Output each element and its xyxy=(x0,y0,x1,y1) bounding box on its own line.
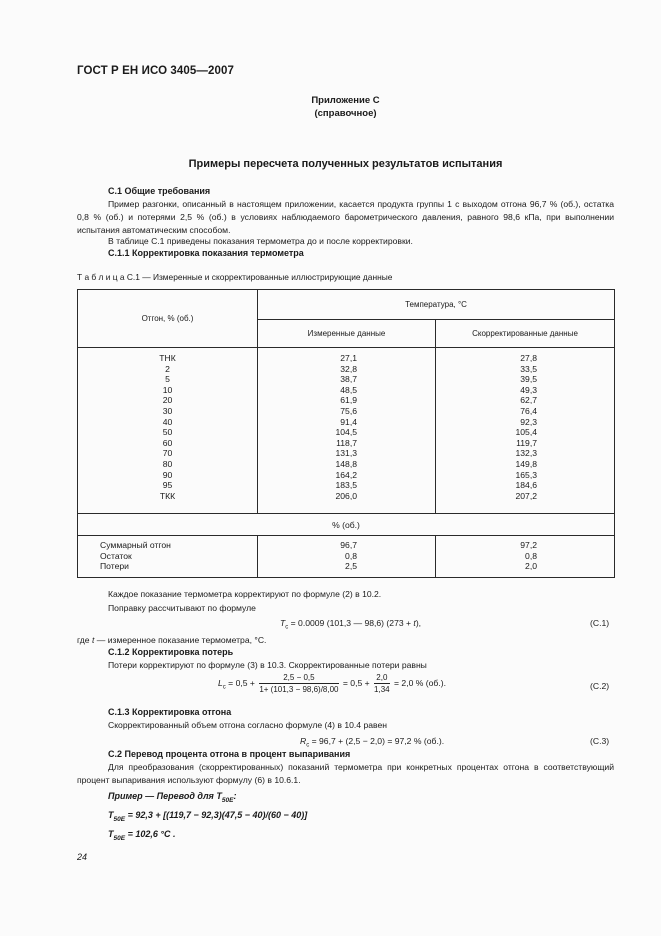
measured-cell: 148,8 xyxy=(335,458,357,469)
appendix-subtitle: (справочное) xyxy=(314,108,377,119)
eq3-lhs: R xyxy=(300,736,307,746)
equation-c3-number: (С.3) xyxy=(590,736,610,746)
distilled-cell: 5 xyxy=(165,374,170,385)
measured-cell: 38,7 xyxy=(340,374,357,385)
summary-measured-cell: 96,7 xyxy=(340,540,357,550)
equation-c1 xyxy=(280,618,421,631)
example-label xyxy=(108,791,236,804)
example-line-2 xyxy=(108,829,175,842)
eq1-tail: ), xyxy=(415,618,422,628)
measured-cell: 164,2 xyxy=(335,469,357,480)
example-line1-lhs: T xyxy=(108,810,114,820)
section-c13-heading: С.1.3 Корректировка отгона xyxy=(108,707,232,717)
eq2-lhs: L xyxy=(218,677,223,688)
section-c12-text: Потери корректируют по формуле (3) в 10.3. Скорректированные потери равны xyxy=(108,660,427,670)
section-c12-heading: С.1.2 Корректировка потерь xyxy=(108,647,234,657)
distilled-cell: 60 xyxy=(162,437,173,448)
distilled-cell: ТНК xyxy=(159,353,176,363)
distilled-cell: 30 xyxy=(162,405,173,416)
eq1-lhs: T xyxy=(280,618,286,628)
main-title: Примеры пересчета полученных результатов испытания xyxy=(188,158,503,170)
summary-corrected-cell: 0,8 xyxy=(525,550,537,561)
where-var: t xyxy=(91,635,95,645)
measured-cell: 32,8 xyxy=(340,363,357,374)
summary-labels xyxy=(100,540,257,572)
eq2-f1-den: 1+ (101,3 − 98,6)/8,00 xyxy=(259,685,339,694)
distilled-cell: ТКК xyxy=(159,490,176,501)
corrected-cell: 105,4 xyxy=(515,427,537,438)
header-distilled: Отгон, % (об.) xyxy=(78,290,258,348)
measured-cell: 61,9 xyxy=(340,395,357,406)
eq2-fraction-1 xyxy=(259,673,338,694)
eq2-f2-num: 2,0 xyxy=(374,673,390,684)
summary-labels-column xyxy=(78,536,258,578)
equation-c3 xyxy=(300,736,444,749)
distilled-cell: 10 xyxy=(162,384,173,395)
eq2-a: = 0,5 + xyxy=(225,677,258,688)
measured-cell: 131,3 xyxy=(335,448,357,459)
summary-label-cell: Суммарный отгон xyxy=(100,540,171,550)
corrected-cell: 39,5 xyxy=(520,374,537,385)
unit-row: % (об.) xyxy=(78,514,615,536)
data-table xyxy=(77,289,615,578)
header-measured: Измеренные данные xyxy=(258,320,436,348)
example-line1-rhs: = 92,3 + [(119,7 − 92,3)(47,5 − 40)/(60 − 40)] xyxy=(125,810,308,820)
section-c1-text: Пример разгонки, описанный в настоящем приложении, касается продукта группы 1 с выходом отгона 96,7 % (об.), остатка 0,8 % (об.) и потерями 2,5 % (об.) в условиях наблюдаемого барометрического давления, равного 98,6 кПа, при выполнении испытания автоматическим способом. xyxy=(77,199,614,235)
section-c2-text: Для преобразования (скорректированных) показаний термометра при конкретных процентах отгона в соответствующий процент выпаривания используют формулу (6) в 10.6.1. xyxy=(77,762,614,785)
measured-cell: 27,1 xyxy=(340,353,357,363)
corrected-column xyxy=(436,348,615,514)
eq2-sub: c xyxy=(222,684,226,691)
corrected-cell: 207,2 xyxy=(515,490,537,501)
where-pre: где xyxy=(77,635,92,645)
eq2-f1-num: 2,5 − 0,5 xyxy=(259,673,338,684)
corrected-cell: 33,5 xyxy=(520,363,537,374)
distilled-list xyxy=(78,353,257,501)
eq1-rhs: = 0.0009 (101,3 — 98,6) (273 + xyxy=(288,618,414,628)
summary-corrected-cell: 2,0 xyxy=(525,561,537,572)
corrected-cell: 165,3 xyxy=(515,469,537,480)
distilled-cell: 20 xyxy=(162,395,173,406)
section-c1-heading: С.1 Общие требования xyxy=(108,186,211,196)
distilled-cell: 50 xyxy=(162,427,173,438)
page-number: 24 xyxy=(77,852,88,862)
equation-c2 xyxy=(218,673,446,694)
corrected-cell: 49,3 xyxy=(520,384,537,395)
measured-cell: 183,5 xyxy=(335,480,357,491)
corrected-cell: 149,8 xyxy=(515,458,537,469)
eq2-f2-den: 1,34 xyxy=(374,685,390,694)
corrected-cell: 76,4 xyxy=(520,405,537,416)
formula-ref-text: Каждое показание термометра корректируют по формуле (2) в 10.2. xyxy=(108,589,382,599)
section-c1-text2: В таблице С.1 приведены показания термометра до и после корректировки. xyxy=(108,236,413,246)
corrected-cell: 132,3 xyxy=(515,448,537,459)
eq2-c: = 2,0 % (об.). xyxy=(391,677,446,688)
summary-corrected-cell: 97,2 xyxy=(520,540,537,550)
where-text xyxy=(77,634,266,647)
measured-column xyxy=(258,348,436,514)
distilled-cell: 40 xyxy=(162,416,173,427)
corrected-list xyxy=(436,353,537,501)
corrected-cell: 119,7 xyxy=(516,437,537,448)
summary-measured xyxy=(258,540,357,572)
example-label-text: Пример — Перевод для T xyxy=(108,791,222,801)
measured-cell: 206,0 xyxy=(335,490,357,501)
document-header: ГОСТ Р ЕН ИСО 3405—2007 xyxy=(77,65,234,77)
example-line2-rhs: = 102,6 °С . xyxy=(125,829,176,839)
summary-measured-column xyxy=(258,536,436,578)
eq3-rhs: = 96,7 + (2,5 − 2,0) = 97,2 % (об.). xyxy=(309,736,445,746)
distilled-cell: 80 xyxy=(162,458,173,469)
measured-cell: 48,5 xyxy=(340,384,357,395)
measured-cell: 104,5 xyxy=(335,427,357,438)
example-line-1 xyxy=(108,810,307,823)
header-temperature: Температура, °С xyxy=(258,290,615,320)
measured-list xyxy=(258,353,357,501)
summary-corrected-column xyxy=(436,536,615,578)
eq1-var: t xyxy=(413,618,416,628)
calc-text: Поправку рассчитывают по формуле xyxy=(108,603,256,613)
example-line2-sub: 50E xyxy=(113,834,126,842)
example-line2-lhs: T xyxy=(108,829,114,839)
eq2-fraction-2 xyxy=(374,673,390,694)
measured-cell: 91,4 xyxy=(340,416,357,427)
example-line1-sub: 50E xyxy=(113,815,126,823)
distilled-column xyxy=(78,348,258,514)
appendix-title: Приложение С xyxy=(311,95,380,106)
header-corrected: Скорректированные данные xyxy=(436,320,615,348)
corrected-cell: 27,8 xyxy=(520,353,537,363)
section-c11-heading: С.1.1 Корректировка показания термометра xyxy=(108,248,304,258)
eq2-b: = 0,5 + xyxy=(340,677,373,688)
section-c13-text: Скорректированный объем отгона согласно формуле (4) в 10.4 равен xyxy=(108,720,388,730)
example-label-sub: 50E xyxy=(221,796,234,804)
corrected-cell: 92,3 xyxy=(520,416,537,427)
equation-c1-number: (С.1) xyxy=(590,618,610,628)
where-post: — измеренное показание термометра, °С. xyxy=(94,635,267,645)
example-label-colon: : xyxy=(233,791,237,801)
summary-corrected xyxy=(436,540,537,572)
corrected-cell: 62,7 xyxy=(520,395,537,406)
summary-measured-cell: 0,8 xyxy=(345,550,357,561)
equation-c2-number: (С.2) xyxy=(590,681,610,691)
eq3-sub: c xyxy=(306,742,310,749)
measured-cell: 118,7 xyxy=(336,437,357,448)
summary-measured-cell: 2,5 xyxy=(345,561,357,572)
measured-cell: 75,6 xyxy=(340,405,357,416)
distilled-cell: 2 xyxy=(165,363,170,374)
corrected-cell: 184,6 xyxy=(515,480,537,491)
eq1-sub: c xyxy=(285,624,289,631)
distilled-cell: 95 xyxy=(162,480,173,491)
section-c2-heading: С.2 Перевод процента отгона в процент выпаривания xyxy=(108,749,351,759)
summary-label-cell: Потери xyxy=(100,561,129,572)
distilled-cell: 70 xyxy=(162,448,173,459)
table-caption: Т а б л и ц а С.1 — Измеренные и скорректированные иллюстрирующие данные xyxy=(77,272,393,282)
distilled-cell: 90 xyxy=(162,469,173,480)
summary-label-cell: Остаток xyxy=(100,550,132,561)
